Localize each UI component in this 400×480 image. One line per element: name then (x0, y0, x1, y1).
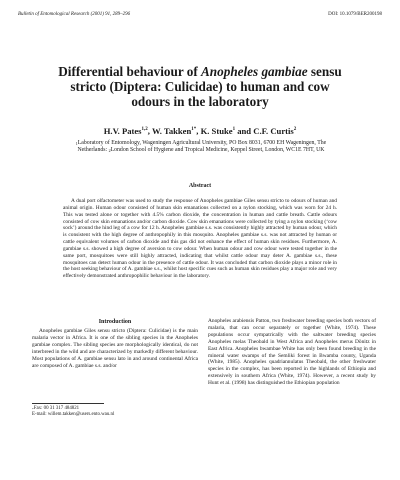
affiliations (70, 140, 332, 154)
intro-column-right (208, 318, 376, 387)
affil-1-text: Laboratory of Entomology, Wageningen Agricultural University, PO Box 8031, 6700 EH Wageningen, The Netherlands: (77, 140, 327, 153)
abstract-body: A dual port olfactometer was used to study the response of Anopheles gambiae Giles sensu stricto to odours of human and animal origin. Human odour consisted of human skin emanations collected on a nylon stocking, which was worn for 24 h. This was tested alone or together with 4.5% carbon dioxide, the concentration in human and cattle breath. Cattle odours consisted of cow skin emanations and/or carbon dioxide. Cow skin emanations were collected by tying a nylon stocking (‘cow sock’) around the hind leg of a cow for 12 h. Anopheles gambiae s.s. was consistently highly attracted by human odour, which is consistent with the high degree of anthropophily in this mosquito. Anopheles gambiae s.s. was not attracted by human or cattle equivalent volumes of carbon dioxide and this gas did not enhance the effect of human skin residues. Furthermore, A. gambiae s.s. showed a high degree of aversion to cow odour. When human odour and cow odour were tested together in the same port, mosquitoes were still highly attracted, indicating that whilst cattle odour may deter A. gambiae s.s., these mosquitoes can detect human odour in the presence of cattle odour. It was concluded that carbon dioxide plays a minor role in the host seeking behaviour of A. gambiae s.s., whilst host specific cues such as human skin residues play a major role and very effectively demonstrated anthropophilic behaviour in the laboratory. (63, 198, 337, 280)
author-4: C.F. Curtis (253, 126, 294, 136)
author-1-affil: 1,2 (141, 127, 148, 132)
author-sep: and (235, 126, 254, 136)
article-title (50, 64, 350, 109)
journal-citation: Bulletin of Entomological Research (2001) 91, 289–296 (18, 12, 131, 17)
intro-paragraph-left: Anopheles gambiae Giles sensu stricto (Diptera: Culicidae) is the main malaria vector in Africa. It is one of the sibling species in the Anopheles gambiae complex. The sibling species are morphologically identical, do not interbreed in the wild and are characterized by markedly different behaviour. Most populations of A. gambiae sensu lato in and around continental Africa are composed of A. gambiae s.s. and/or (32, 328, 198, 369)
corresponding-mark: * (193, 127, 197, 132)
author-list (40, 126, 360, 136)
running-header (18, 11, 382, 18)
author-1: H.V. Pates (103, 126, 142, 136)
abstract-heading: Abstract (188, 183, 212, 189)
author-2-affil: 1 (191, 127, 194, 132)
title-species: Anopheles gambiae (201, 64, 308, 79)
title-part2: sensu stricto (Diptera: Culicidae) to human and cow odours in the laboratory (70, 64, 342, 109)
author-3-affil: 1 (232, 127, 236, 132)
footnote (32, 406, 198, 419)
doi: DOI: 10.1079/BER200198 (328, 12, 382, 17)
author-3: K. Stuke (200, 126, 233, 136)
author-sep: , (196, 126, 201, 136)
intro-column-left (32, 318, 198, 369)
footnote-divider (32, 403, 104, 404)
author-sep: , (147, 126, 152, 136)
footnote-fax-text: Fax: 00 31 317 484821 (33, 406, 80, 411)
affil-1-mark: 1 (75, 141, 78, 146)
title-part1: Differential behaviour of (58, 64, 202, 79)
affil-2-mark: 2 (108, 148, 111, 153)
author-2: W. Takken (151, 126, 192, 136)
intro-paragraph-right: Anopheles arabiensis Patton, two freshwater breeding species both vectors of malaria, that can occur separately or together (White, 1974). These populations occur sympatrically with the saltwater breeding species Anopheles melas Theobald in West Africa and Anopheles merus Dönitz in East Africa. Anopheles bwambae White has only been found breeding in the mineral water swamps of the Semliki forest in Bwamba county, Uganda (White, 1985). Anopheles quadriannulatus Theobald, the other freshwater species in the complex, has been reported in the highlands of Ethiopia and extensively in southern Africa (White, 1974). However, a recent study by Hunt et al. (1998) has distinguished the Ethiopian population (208, 318, 376, 387)
author-4-affil: 2 (293, 127, 297, 132)
footnote-email: E-mail: willem.takken@users.ento.wau.nl (32, 412, 115, 418)
affil-2-text: London School of Hygiene and Tropical Medicine, Keppel Street, London, WC1E 7HT, UK (110, 147, 325, 153)
footnote-mark: * (32, 407, 34, 411)
introduction-heading: Introduction (98, 319, 132, 325)
